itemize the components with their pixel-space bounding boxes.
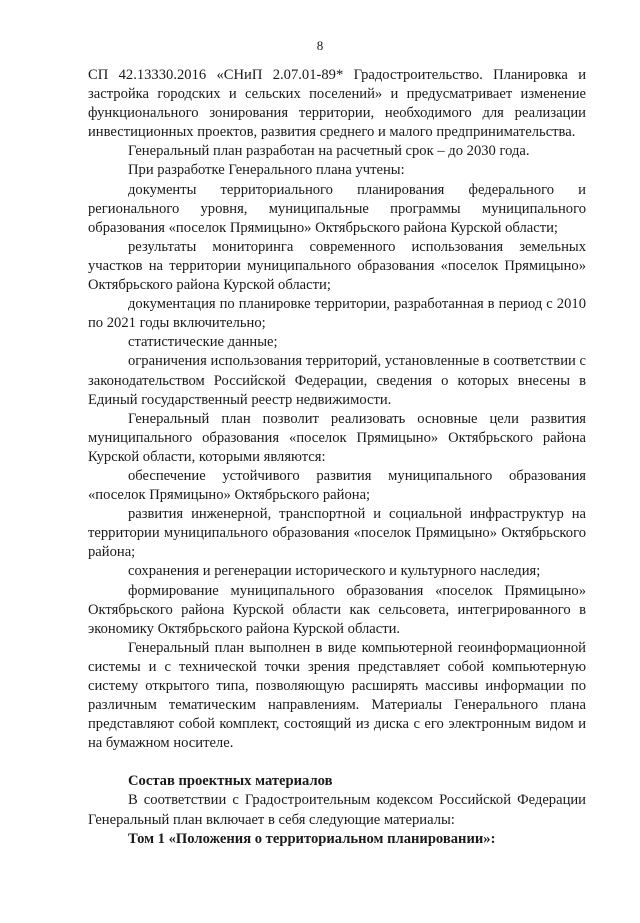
list-item-statistics: статистические данные; <box>128 334 278 351</box>
paragraph-considered-lead: При разработке Генерального плана учтены: <box>128 162 405 179</box>
list-item-integration: формирование муниципального образования «поселок Прямицыно» Октябрьского района Курской области как сельсовета, интегрированного в экономику Октябрьского района Курской области. <box>88 582 586 637</box>
list-item-sustainable-development: обеспечение устойчивого развития муниципального образования «поселок Прямицыно» Октябрьского района; <box>88 467 586 504</box>
paragraph-gis-format: Генеральный план выполнен в виде компьютерной геоинформационной системы и с технической точки зрения представляет собой компьютерную систему открытого типа, позволяющую расширять массивы информации по различным тематическим направлениям. Материалы Генерального плана представляют собой комплект, состоящий из диска с его электронным видом и на бумажном носителе. <box>88 639 586 752</box>
paragraph-term: Генеральный план разработан на расчетный срок – до 2030 года. <box>128 143 530 160</box>
list-item-planning-documentation: документация по планировке территории, разработанная в период с 2010 по 2021 годы включительно; <box>88 296 586 332</box>
volume-1-heading: Том 1 «Положения о территориальном планировании»: <box>128 830 496 847</box>
list-item-heritage: сохранения и регенерации исторического и культурного наследия; <box>128 563 541 580</box>
list-item-restrictions: ограничения использования территорий, установленные в соответствии с законодательством Российской Федерации, сведения о которых внесены в Единый государственный реестр недвижимости. <box>88 353 586 408</box>
paragraph-intro-continuation: СП 42.13330.2016 «СНиП 2.07.01-89* Градостроительство. Планировка и застройка городских и сельских поселений» и предусматривает изменение функционального зонирования территории, необходимого для реализации инвестиционных проектов, развития среднего и малого предпринимательства. <box>88 67 586 141</box>
list-item-infrastructure: развития инженерной, транспортной и социальной инфраструктур на территории муниципального образования «поселок Прямицыно» Октябрьского района; <box>88 506 586 561</box>
paragraph-goals-lead: Генеральный план позволит реализовать основные цели развития муниципального образования «поселок Прямицыно» Октябрьского района Курской области, которыми являются: <box>88 410 586 465</box>
document-body <box>88 66 586 849</box>
page-number: 8 <box>316 38 324 53</box>
paragraph-section-intro: В соответствии с Градостроительным кодексом Российской Федерации Генеральный план включает в себя следующие материалы: <box>88 792 586 828</box>
list-item-monitoring-results: результаты мониторинга современного использования земельных участков на территории муниципального образования «поселок Прямицыно» Октябрьского района Курской области; <box>88 238 586 294</box>
section-heading: Состав проектных материалов <box>128 773 333 790</box>
list-item-planning-documents: документы территориального планирования федерального и регионального уровня, муниципальные программы муниципального образования «поселок Прямицыно» Октябрьского района Курской области; <box>88 181 586 236</box>
